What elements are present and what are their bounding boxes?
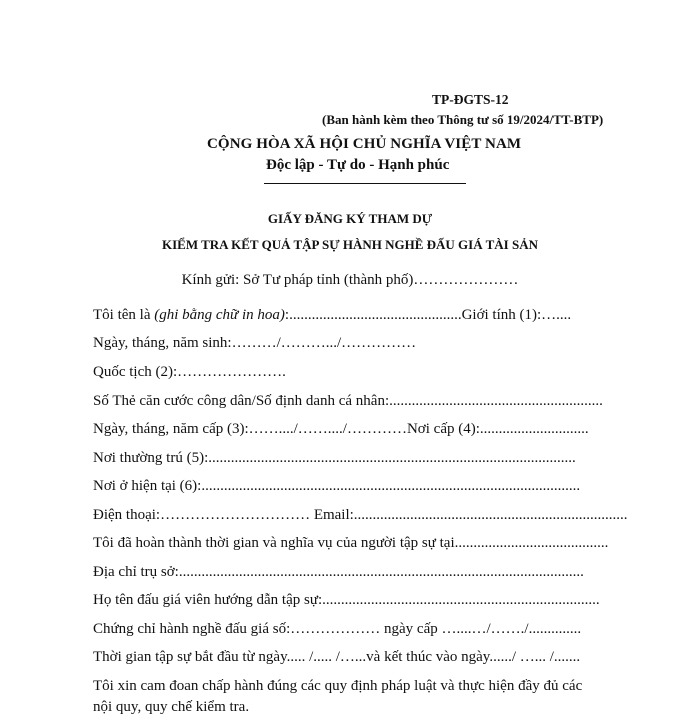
field-supervisor-name: Họ tên đấu giá viên hướng dẫn tập sự:.......................................................................... xyxy=(93,592,600,608)
field-nationality: Quốc tịch (2):…………………. xyxy=(93,364,286,380)
commitment-line-1: Tôi xin cam đoan chấp hành đúng các quy định pháp luật và thực hiện đầy đủ các xyxy=(93,678,583,694)
field-date-of-birth: Ngày, tháng, năm sinh:………/……….../…………… xyxy=(93,335,417,351)
country-name: CỘNG HÒA XÃ HỘI CHỦ NGHĨA VIỆT NAM xyxy=(207,136,522,152)
field-full-name xyxy=(93,307,571,324)
field-certificate-number: Chứng chỉ hành nghề đấu giá số:……………… ngày cấp …....…/……./.............. xyxy=(93,621,582,637)
field-permanent-address: Nơi thường trú (5):.................................................................................................. xyxy=(93,450,576,466)
field-office-address: Địa chỉ trụ sở:............................................................................................................ xyxy=(93,564,584,580)
national-motto: Độc lập - Tự do - Hạnh phúc xyxy=(266,157,450,173)
motto-underline xyxy=(264,183,466,184)
issued-note: (Ban hành kèm theo Thông tư số 19/2024/TT-BTP) xyxy=(322,112,604,127)
commitment-line-2: nội quy, quy chế kiểm tra. xyxy=(93,699,250,715)
field-full-name-rest: :..............................................Giới tính (1):….... xyxy=(284,307,572,323)
field-issue-date-place: Ngày, tháng, năm cấp (3):……..../……..../…………Nơi cấp (4):............................. xyxy=(93,421,589,437)
field-current-address: Nơi ở hiện tại (6):..................................................................................................... xyxy=(93,478,581,494)
greeting-line: Kính gửi: Sở Tư pháp tỉnh (thành phố)………………… xyxy=(181,272,519,288)
field-completion-place: Tôi đã hoàn thành thời gian và nghĩa vụ của người tập sự tại......................................... xyxy=(93,535,609,551)
field-id-number: Số Thẻ căn cước công dân/Số định danh cá nhân:......................................................... xyxy=(93,393,603,409)
field-full-name-label: Tôi tên là xyxy=(93,307,155,323)
form-code: TP-ĐGTS-12 xyxy=(432,92,509,107)
field-internship-period: Thời gian tập sự bắt đầu từ ngày..... /..... /…...và kết thúc vào ngày....../ …... /....... xyxy=(93,649,581,665)
document-title-line2: KIỂM TRA KẾT QUẢ TẬP SỰ HÀNH NGHỀ ĐẤU GIÁ TÀI SẢN xyxy=(162,237,538,252)
document-title-line1: GIẤY ĐĂNG KÝ THAM DỰ xyxy=(267,211,433,226)
field-phone-email: Điện thoại:………………………… Email:......................................................................... xyxy=(93,507,628,523)
field-full-name-hint: (ghi bằng chữ in hoa) xyxy=(154,307,285,323)
